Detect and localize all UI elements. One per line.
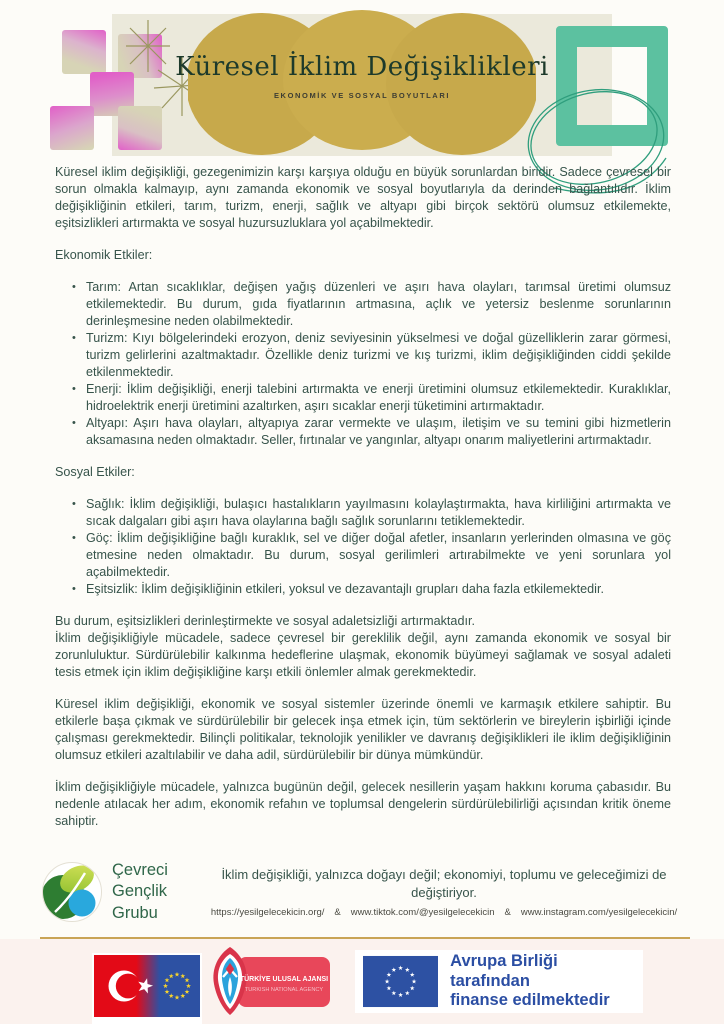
document-body <box>55 164 671 845</box>
list-item: • Eşitsizlik: İklim değişikliğinin etkileri, yoksul ve dezavantajlı grupları daha fazla etkilemektedir. <box>86 581 671 598</box>
turkey-eu-flag-logo <box>92 953 202 1024</box>
eu-funding-line: Avrupa Birliği tarafından <box>450 951 558 990</box>
website-link[interactable]: https://yesilgelecekicin.org/ <box>210 907 325 919</box>
list-item: • Tarım: Artan sıcaklıklar, değişen yağış düzenleri ve aşırı hava olayları, tarımsal üretimi olumsuz etkilemektedir. Bu durum, gıda fiyatlarının artmasına, açlık ve yetersiz beslenme sorunlarının derinleşmesine neden olabilmektedir. <box>86 279 671 330</box>
org-name <box>104 860 182 924</box>
org-name-line: Çevreci <box>112 861 168 879</box>
tiktok-link[interactable]: www.tiktok.com/@yesilgelecekicin <box>350 907 495 919</box>
social-list <box>55 496 671 598</box>
instagram-link[interactable]: www.instagram.com/yesilgelecekicin/ <box>520 907 678 919</box>
page-subtitle: EKONOMİK VE SOSYAL BOYUTLARI <box>273 91 451 100</box>
page-title: Küresel İklim Değişiklikleri <box>175 52 549 82</box>
org-leaf-logo-icon <box>40 860 104 924</box>
org-name-line: Grubu <box>112 903 158 922</box>
link-separator: & <box>504 907 511 919</box>
closing-paragraph-4: İklim değişikliğiyle mücadele, yalnızca bugünün değil, gelecek nesillerin yaşam hakkını koruma çabasıdır. Bu nedenle atılacak her adım, ekonomik refahın ve toplumsal dengelerin sürdürülebilirliği açısından kritik öneme sahiptir. <box>55 780 671 828</box>
footer-quote: İklim değişikliği, yalnızca doğayı değil; ekonomiyi, toplumu ve geleceğimizi de değiştiriyor. <box>221 866 667 901</box>
list-item: • Altyapı: Aşırı hava olayları, altyapıya zarar vermekte ve ulaşım, iletişim ve su temini gibi hizmetlerin aksamasına neden olmaktadır. Seller, fırtınalar ve yangınlar, altyapı onarım maliyetlerini artırmaktadır. <box>86 415 671 449</box>
list-item: • Göç: İklim değişikliğine bağlı kuraklık, sel ve diğer doğal afetler, insanların yerlerinden olmasına ve göç etmesine neden olmaktadır. Bu durum, sosyal gerilimleri artırabilmekte ve yeni sorunlara yol açabilmektedir. <box>86 530 671 581</box>
footer-links <box>198 907 690 918</box>
eu-funding-text <box>450 952 635 1011</box>
closing-paragraph-3: Küresel iklim değişikliği, ekonomik ve sosyal sistemler üzerinde önemli ve karmaşık etkilere sahiptir. Bu etkilerle başa çıkmak ve sürdürülebilir bir gelecek inşa etmek için, tüm sektörlerin ve bireylerin işbirliği içinde çalışması gerekmektedir. Bilinçli politikalar, teknolojik yenilikler ve davranış değişiklikleri ile iklim değişikliğinin olumsuz etkileri azaltılabilir ve daha adil, sürdürülebilir bir dünya mümkündür. <box>55 697 671 762</box>
link-separator: & <box>334 907 341 919</box>
economic-list <box>55 279 671 449</box>
org-name-line: Gençlik <box>112 882 168 901</box>
list-item: • Turizm: Kıyı bölgelerindeki erozyon, deniz seviyesinin yükselmesi ve doğal güzelliklerin zarar görmesi, turizm gelirlerini azaltmaktadır. Özellikle deniz turizmi ve kış turizmi, iklim değişikliğinden ciddi şekilde etkilenmektedir. <box>86 330 671 381</box>
eu-funding-logo <box>355 950 643 1013</box>
intro-paragraph: Küresel iklim değişikliği, gezegenimizin karşı karşıya olduğu en büyük sorunlardan biridir. Sadece çevresel bir sorun olmakla kalmayıp, aynı zamanda ekonomik ve sosyal boyutlarıyla da derinden bağlantılıdır. İklim değişikliğinin etkileri, tarım, turizm, enerji, sağlık ve altyapı gibi birçok sektörü olumsuz etkilemekte, eşitsizlikleri artırmakta ve sosyal huzursuzluklara yol açabilmektedir. <box>55 165 671 230</box>
eu-flag-icon <box>363 955 438 1008</box>
list-item: • Enerji: İklim değişikliği, enerji talebini artırmakta ve enerji üretimini olumsuz etkilemektedir. Kuraklıklar, hidroelektrik enerji üretimini azaltırken, aşırı sıcaklar enerji tüketimini artırmaktadır. <box>86 381 671 415</box>
footer <box>40 860 690 924</box>
closing-paragraph-2: İklim değişikliğiyle mücadele, sadece çevresel bir gereklilik değil, aynı zamanda ekonomik ve sosyal bir zorunluluktur. Sürdürülebilir kalkınma hedeflerine ulaşmak, ekonomik büyümeyi sağlamak ve sosyal adaleti tesis etmek için iklim değişikliğine karşı etkili önlemler almak gerekmektedir. <box>55 631 671 679</box>
economic-heading: Ekonomik Etkiler: <box>55 248 153 262</box>
agency-name-en: TURKISH NATIONAL AGENCY <box>244 987 324 993</box>
logos-strip <box>0 939 724 1024</box>
agency-name-tr: TÜRKİYE ULUSAL AJANSI <box>239 976 329 983</box>
turkish-national-agency-logo <box>210 945 332 1024</box>
social-heading: Sosyal Etkiler: <box>55 465 135 479</box>
eu-funding-line: finanse edilmektedir <box>450 991 610 1010</box>
closing-paragraph-1: Bu durum, eşitsizlikleri derinleştirmekte ve sosyal adaletsizliği artırmaktadır. <box>55 614 475 628</box>
list-item: • Sağlık: İklim değişikliği, bulaşıcı hastalıkların yayılmasını kolaylaştırmakta, hava kirliliğini artırmakta ve sıcak dalgaları gibi aşırı hava olaylarına bağlı sağlık sorunlarını tetiklemektedir. <box>86 496 671 530</box>
